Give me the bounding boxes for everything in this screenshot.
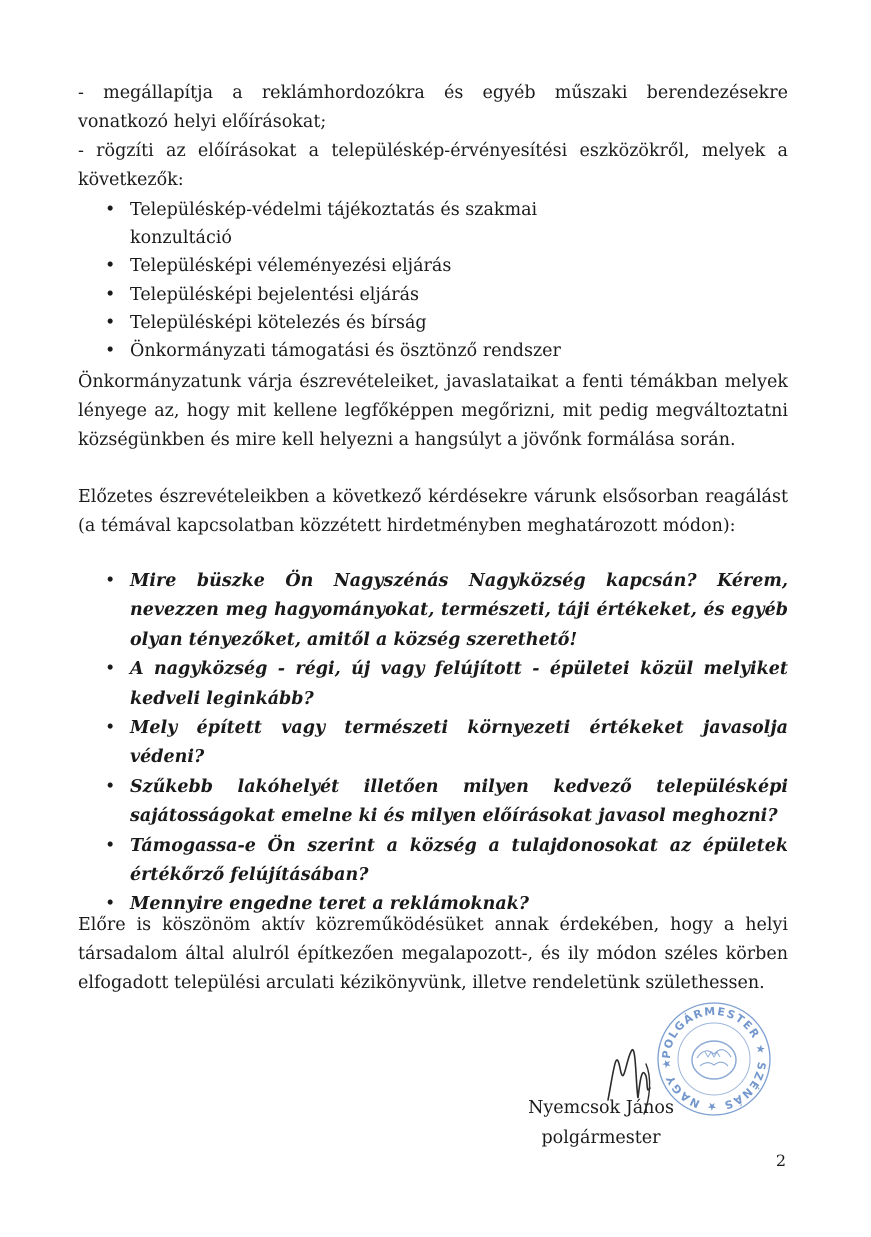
signatory-name: Nyemcsok János <box>528 1098 674 1118</box>
tools-list <box>105 196 605 365</box>
questions-list <box>105 567 788 920</box>
intro-line-1: - megállapítja a reklámhordozókra és egyéb műszaki berendezésekre vonatkozó helyi előírásokat; <box>78 83 788 132</box>
question-item: • Szűkebb lakóhelyét illetően milyen kedvező településképi sajátosságokat emelne ki és milyen előírásokat javasol meghozni? <box>105 773 788 832</box>
list-item: • Önkormányzati támogatási és ösztönző rendszer <box>105 337 605 365</box>
coat-of-arms-icon <box>692 1041 736 1079</box>
questions-intro-paragraph: Előzetes észrevételeikben a következő kérdésekre várunk elsősorban reagálást (a témával kapcsolatban közzétett hirdetményben meghatározott módon): <box>78 487 788 536</box>
question-item: • Mennyire engedne teret a reklámoknak? <box>105 890 788 919</box>
stamp-text: POLGÁRMESTER ★ SZÉNÁS ★ NAGY ★ <box>659 1004 769 1114</box>
list-item: • Településképi bejelentési eljárás <box>105 281 605 309</box>
page-number: 2 <box>775 1151 786 1170</box>
signatory-title: polgármester <box>541 1128 661 1148</box>
request-paragraph: Önkormányzatunk várja észrevételeiket, javaslataikat a fenti témákban melyek lényege az, hogy mit kellene legfőképpen megőrizni, mit pedig megváltoztatni községünkben és mire kell helyezni a hangsúlyt a jövőnk formálása során. <box>78 372 788 450</box>
list-item: • Településkép-védelmi tájékoztatás és szakmai konzultáció <box>105 196 605 252</box>
intro-line-2: - rögzíti az előírásokat a településkép-érvényesítési eszközökről, melyek a következők: <box>78 141 788 190</box>
question-item: • Mire büszke Ön Nagyszénás Nagyközség kapcsán? Kérem, nevezzen meg hagyományokat, természeti, táji értékeket, és egyéb olyan tényezőket, amitől a község szerethető! <box>105 567 788 655</box>
thanks-paragraph: Előre is köszönöm aktív közreműködésüket annak érdekében, hogy a helyi társadalom által alulról építkezően megalapozott-, és ily módon széles körben elfogadott települési arculati kézikönyvünk, illetve rendeletünk születhessen. <box>78 915 788 993</box>
question-item: • Támogassa-e Ön szerint a község a tulajdonosokat az épületek értékőrző felújításában? <box>105 832 788 891</box>
question-item: • Mely épített vagy természeti környezeti értékeket javasolja védeni? <box>105 714 788 773</box>
question-item: • A nagyközség - régi, új vagy felújított - épületei közül melyiket kedveli leginkább? <box>105 655 788 714</box>
list-item: • Településképi véleményezési eljárás <box>105 252 605 280</box>
list-item: • Településképi kötelezés és bírság <box>105 309 605 337</box>
